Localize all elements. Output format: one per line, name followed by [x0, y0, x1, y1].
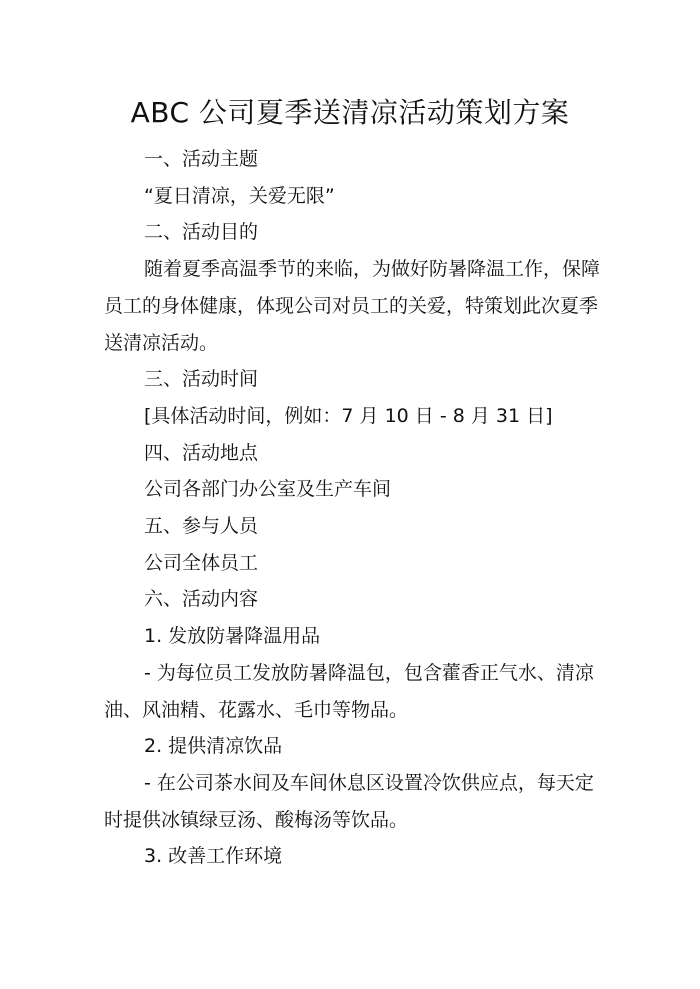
content-item-line: 油、风油精、花露水、毛巾等物品。	[104, 698, 409, 721]
content-item-line: 时提供冰镇绿豆汤、酸梅汤等饮品。	[104, 808, 409, 831]
purpose-line: 随着夏季高温季节的来临，为做好防暑降温工作，保障	[144, 258, 601, 281]
section-heading-content: 六、活动内容	[144, 588, 259, 611]
content-item-line: - 为每位员工发放防暑降温包，包含藿香正气水、清凉	[144, 661, 594, 684]
time-text: [具体活动时间，例如：7 月 10 日 - 8 月 31 日]	[144, 404, 553, 427]
section-heading-participants: 五、参与人员	[144, 515, 259, 538]
section-heading-purpose: 二、活动目的	[144, 221, 259, 244]
content-item-line: - 在公司茶水间及车间休息区设置冷饮供应点，每天定	[144, 771, 594, 794]
location-text: 公司各部门办公室及生产车间	[144, 478, 392, 501]
document-title: ABC 公司夏季送清凉活动策划方案	[130, 96, 570, 129]
content-item-title: 2. 提供清凉饮品	[144, 735, 283, 758]
content-item-paragraph	[104, 655, 600, 728]
theme-text: “夏日清凉，关爱无限”	[144, 184, 335, 207]
content-item-title: 1. 发放防暑降温用品	[144, 625, 321, 648]
content-item-paragraph	[104, 765, 600, 838]
purpose-line: 员工的身体健康，体现公司对员工的关爱，特策划此次夏季	[104, 294, 599, 317]
section-heading-location: 四、活动地点	[144, 441, 259, 464]
section-heading-time: 三、活动时间	[144, 368, 259, 391]
section-heading-theme: 一、活动主题	[144, 148, 259, 170]
purpose-paragraph	[104, 251, 600, 361]
purpose-line: 送清凉活动。	[104, 331, 219, 354]
participants-text: 公司全体员工	[144, 551, 259, 574]
content-item-title: 3. 改善工作环境	[144, 845, 283, 868]
document-body	[104, 141, 600, 875]
